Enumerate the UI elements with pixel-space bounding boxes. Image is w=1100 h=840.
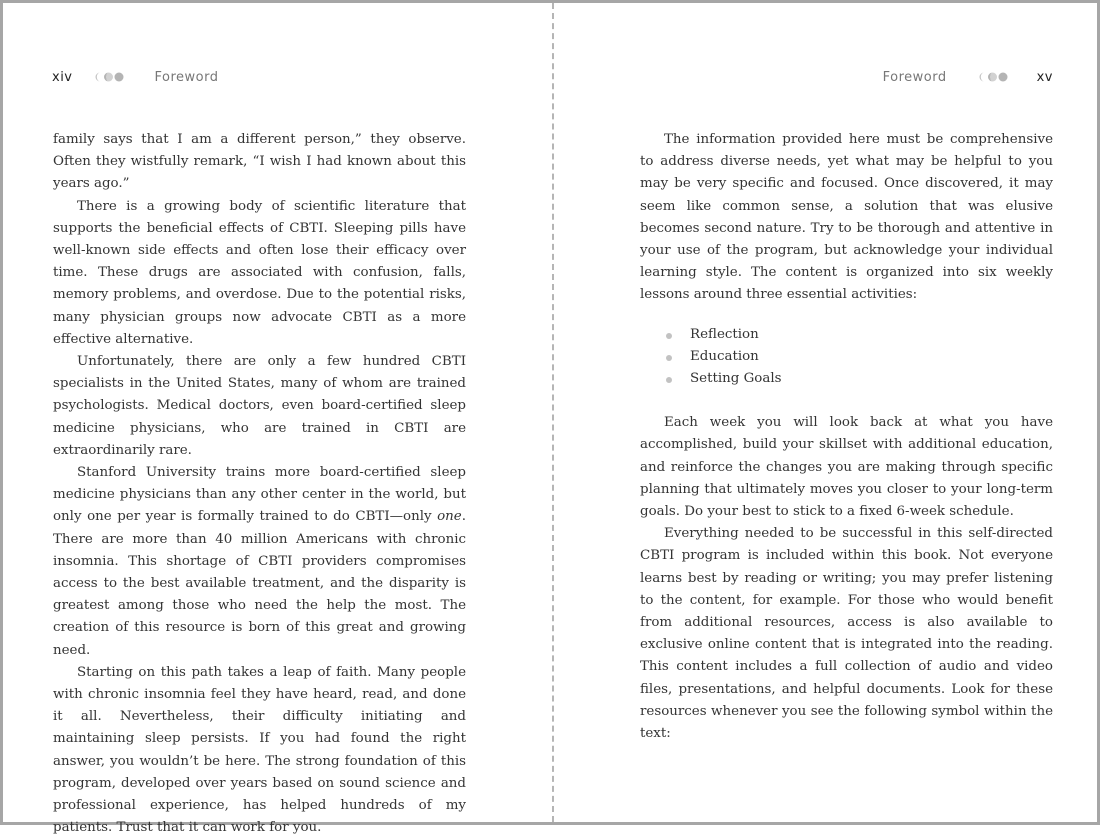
- right-body-text: [640, 129, 1053, 745]
- list-item: [666, 324, 1053, 346]
- right-page: [554, 3, 1100, 822]
- paragraph: family says that I am a different person,” they observe. Often they wistfully remark, “I wish I had known about this years ago.”: [53, 132, 466, 192]
- left-page: [3, 3, 552, 836]
- emphasis-text: one: [437, 509, 462, 525]
- list-item-label: Education: [690, 348, 759, 364]
- activities-list: [640, 324, 1053, 391]
- right-section-title: Foreword: [882, 69, 947, 85]
- paragraph: Unfortunately, there are only a few hundred CBTI specialists in the United States, many of whom are trained psychologists. Medical doctors, even board-certified sleep medicine physicians, who are trained in CBTI are extraordinarily rare.: [53, 354, 466, 458]
- paragraph: There is a growing body of scientific literature that supports the beneficial effects of CBTI. Sleeping pills have well-known side effects and often lose their efficacy over time. These drugs are associated with confusion, falls, memory problems, and overdose. Due to the potential risks, many physician groups now advocate CBTI as a more effective alternative.: [53, 198, 466, 347]
- moon-phases-icon: [93, 71, 127, 83]
- paragraph: Each week you will look back at what you have accomplished, build your skillset with additional education, and reinforce the changes you are making through specific planning that ultimately moves you closer to your long-term goals. Do your best to stick to a fixed 6-week schedule.: [640, 415, 1053, 520]
- text-run: . There are more than 40 million Americans with chronic insomnia. This shortage of CBTI providers compromises access to the best available treatment, and the disparity is greatest among those who need the help the most. The creation of this resource is born of this great and growing need.: [53, 509, 466, 658]
- list-item: [666, 346, 1053, 368]
- left-running-header: [52, 67, 218, 87]
- left-section-title: Foreword: [154, 69, 219, 85]
- left-body-text: [53, 129, 466, 840]
- text-run: Stanford University trains more board-certified sleep medicine physicians than any other center in the world, but only one per year is formally trained to do CBTI—only: [53, 465, 466, 525]
- list-item-label: Reflection: [690, 326, 759, 342]
- bullet-icon: [666, 333, 672, 339]
- left-page-number: xiv: [52, 69, 73, 85]
- paragraph: Starting on this path takes a leap of faith. Many people with chronic insomnia feel they have heard, read, and done it all. Nevertheless, their difficulty initiating and maintaining sleep persists. If you had found the right answer, you wouldn’t be here. The strong foundation of this program, developed over years based on sound science and professional experience, has helped hundreds of my patients. Trust that it can work for you.: [53, 664, 466, 836]
- right-page-number: xv: [1036, 69, 1053, 85]
- moon-phases-icon: [977, 71, 1011, 83]
- paragraph: Everything needed to be successful in this self-directed CBTI program is included within this book. Not everyone learns best by reading or writing; you may prefer listening to the content, for example. For those who would benefit from additional resources, access is also available to exclusive online content that is integrated into the reading. This content includes a full collection of audio and video files, presentations, and helpful documents. Look for these resources whenever you see the following symbol within the text:: [640, 526, 1053, 742]
- right-running-header: [883, 67, 1053, 87]
- paragraph: The information provided here must be comprehensive to address diverse needs, yet what may be helpful to you may be very specific and focused. Once discovered, it may seem like common sense, a solution that was elusive becomes second nature. Try to be thorough and attentive in your use of the program, but acknowledge your individual learning style. The content is organized into six weekly lessons around three essential activities:: [640, 132, 1053, 303]
- paragraph-stanford: [53, 462, 466, 662]
- bullet-icon: [666, 355, 672, 361]
- list-item-label: Setting Goals: [690, 371, 782, 387]
- bullet-icon: [666, 377, 672, 383]
- list-item: [666, 368, 1053, 390]
